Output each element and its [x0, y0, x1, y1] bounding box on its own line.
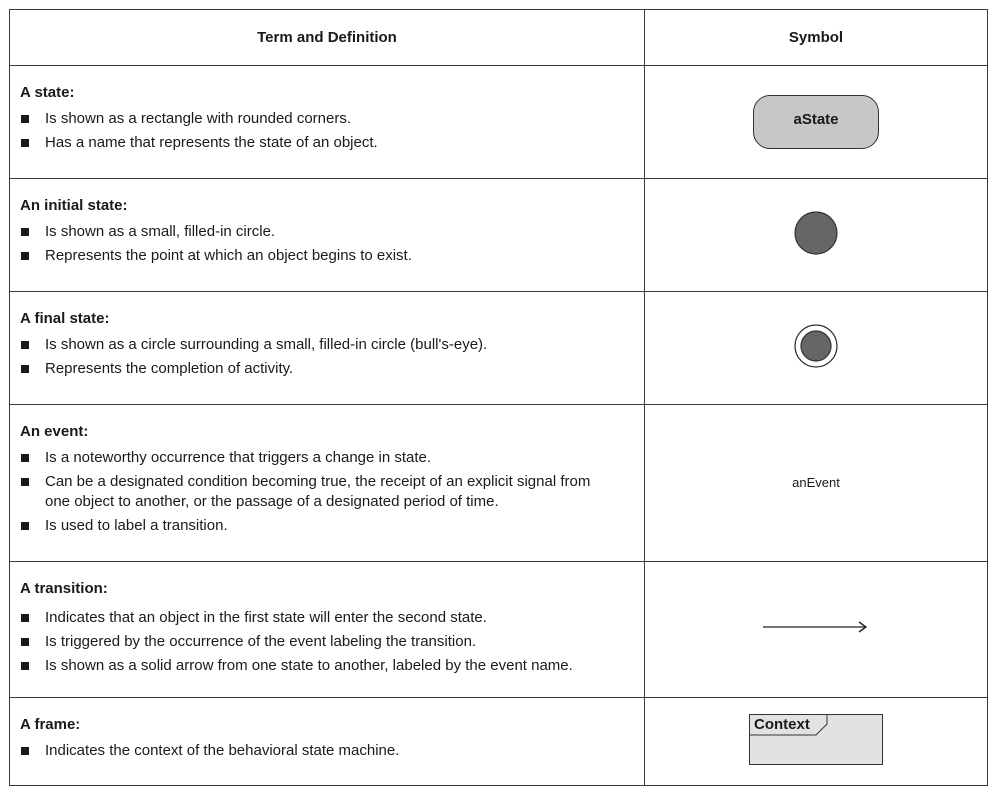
final-state-inner-circle — [801, 331, 831, 361]
transition-bullets — [20, 608, 634, 676]
header-term-definition: Term and Definition — [10, 10, 645, 66]
frame-definition-cell — [10, 698, 645, 786]
state-bullet-1: Is shown as a rectangle with rounded corners. — [20, 109, 634, 129]
row-event — [10, 405, 988, 562]
transition-bullet-2: Is triggered by the occurrence of the event labeling the transition. — [20, 632, 634, 652]
frame-bullets — [20, 741, 634, 761]
frame-symbol-cell — [645, 698, 988, 786]
transition-arrow-symbol — [761, 620, 871, 634]
transition-bullet-1: Indicates that an object in the first state will enter the second state. — [20, 608, 634, 628]
frame-symbol — [749, 714, 883, 765]
event-definition-cell — [10, 405, 645, 562]
state-term: A state: — [20, 84, 75, 101]
initial-state-bullet-1: Is shown as a small, filled-in circle. — [20, 222, 634, 242]
final-state-definition-cell — [10, 292, 645, 405]
transition-term: A transition: — [20, 580, 108, 597]
header-symbol: Symbol — [645, 10, 988, 66]
transition-bullet-3: Is shown as a solid arrow from one state to another, labeled by the event name. — [20, 656, 634, 676]
event-bullets — [20, 448, 615, 536]
transition-definition-cell — [10, 562, 645, 698]
final-state-bullet-1: Is shown as a circle surrounding a small, filled-in circle (bull's-eye). — [20, 335, 634, 355]
initial-state-term: An initial state: — [20, 197, 128, 214]
final-state-symbol-cell — [645, 292, 988, 405]
event-bullet-2: Can be a designated condition becoming true, the receipt of an explicit signal from one object to another, or the passage of a designated period of time. — [20, 472, 615, 512]
row-final-state — [10, 292, 988, 405]
initial-state-symbol-cell — [645, 179, 988, 292]
row-state — [10, 66, 988, 179]
state-definition-cell — [10, 66, 645, 179]
event-symbol-cell — [645, 405, 988, 562]
row-frame — [10, 698, 988, 786]
frame-bullet-1: Indicates the context of the behavioral state machine. — [20, 741, 634, 761]
initial-state-bullets — [20, 222, 634, 266]
row-transition — [10, 562, 988, 698]
state-bullets — [20, 109, 634, 153]
frame-term: A frame: — [20, 716, 81, 733]
event-term: An event: — [20, 423, 89, 440]
initial-state-symbol — [793, 210, 839, 256]
event-symbol: anEvent — [792, 475, 840, 490]
final-state-bullets — [20, 335, 634, 379]
final-state-term: A final state: — [20, 310, 110, 327]
initial-state-circle — [795, 212, 837, 254]
initial-state-bullet-2: Represents the point at which an object begins to exist. — [20, 246, 634, 266]
final-state-symbol — [793, 323, 839, 369]
row-initial-state — [10, 179, 988, 292]
state-bullet-2: Has a name that represents the state of an object. — [20, 133, 634, 153]
final-state-bullet-2: Represents the completion of activity. — [20, 359, 634, 379]
state-symbol-cell — [645, 66, 988, 179]
frame-label: Context — [754, 715, 810, 733]
transition-symbol-cell — [645, 562, 988, 698]
event-bullet-1: Is a noteworthy occurrence that triggers a change in state. — [20, 448, 615, 468]
state-symbol: aState — [753, 95, 879, 149]
header-row — [10, 10, 988, 66]
notation-table — [9, 9, 988, 786]
initial-state-definition-cell — [10, 179, 645, 292]
event-bullet-3: Is used to label a transition. — [20, 516, 615, 536]
